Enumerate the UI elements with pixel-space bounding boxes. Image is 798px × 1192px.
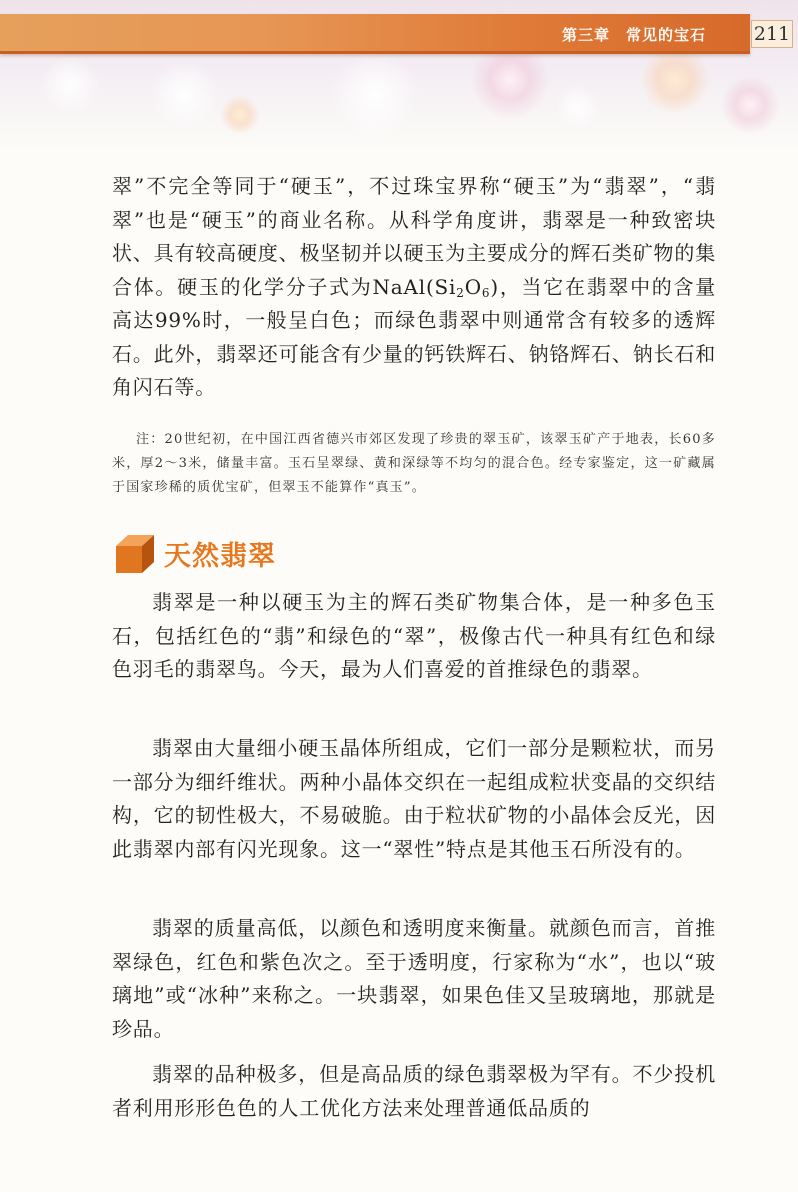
page-number: 211	[751, 20, 793, 48]
section-paragraph: 翡翠的质量高低，以颜色和透明度来衡量。就颜色而言，首推翠绿色，红色和紫色次之。至于透明度，行家称为“水”，也以“玻璃地”或“冰种”来称之。一块翡翠，如果色佳又呈玻璃地，那就是珍品。	[112, 916, 716, 1041]
section-title: 天然翡翠	[164, 540, 276, 572]
footnote: 注：20世纪初，在中国江西省德兴市郊区发现了珍贵的翠玉矿，该翠玉矿产于地表，长60多米，厚2～3米，储量丰富。玉石呈翠绿、黄和深绿等不均匀的混合色。经专家鉴定，这一矿藏属于国家珍稀的质优宝矿，但翠玉不能算作“真玉”。	[112, 432, 716, 495]
intro-paragraph	[112, 170, 716, 405]
intro-text: O	[464, 274, 482, 299]
subscript: 2	[456, 285, 465, 300]
chapter-title: 第三章 常见的宝石	[561, 26, 706, 44]
section-paragraph: 翡翠的品种极多，但是高品质的绿色翡翠极为罕有。不少投机者利用形形色色的人工优化方法来处理普通低品质的	[112, 1062, 716, 1120]
orange-cube-icon	[112, 530, 158, 576]
sparkle-decoration	[40, 55, 100, 115]
sparkle-decoration	[640, 45, 710, 115]
intro-text: 翠”不完全等同于“硬玉”，不过珠宝界称“硬玉”为“翡翠”，“翡翠”也是“硬玉”的商业名称。从科学角度讲，翡翠是一种致密块状、具有较高硬度、极坚韧并以硬玉为主要成分的辉石类矿物的集合体。硬玉的化学分子式为NaAl(Si	[112, 174, 716, 299]
section-heading	[112, 528, 276, 578]
subscript: 6	[481, 285, 491, 300]
sparkle-decoration	[330, 50, 420, 140]
sparkle-decoration	[720, 75, 780, 135]
sparkle-decoration	[555, 85, 600, 130]
section-paragraph: 翡翠由大量细小硬玉晶体所组成，它们一部分是颗粒状，而另一部分为细纤维状。两种小晶体交织在一起组成粒状变晶的交织结构，它的韧性极大，不易破脆。由于粒状矿物的小晶体会反光，因此翡翠内部有闪光现象。这一“翠性”特点是其他玉石所没有的。	[112, 736, 716, 861]
section-paragraph: 翡翠是一种以硬玉为主的辉石类矿物集合体，是一种多色玉石，包括红色的“翡”和绿色的“翠”，极像古代一种具有红色和绿色羽毛的翡翠鸟。今天，最为人们喜爱的首推绿色的翡翠。	[112, 590, 716, 681]
sparkle-decoration	[150, 60, 220, 130]
intro-text: )，当它在翡翠中的含量高达99%时，一般呈白色；而绿色翡翠中则通常含有较多的透辉石。此外，翡翠还可能含有少量的钙铁辉石、钠铬辉石、钠长石和角闪石等。	[112, 274, 716, 399]
sparkle-decoration	[220, 95, 260, 135]
